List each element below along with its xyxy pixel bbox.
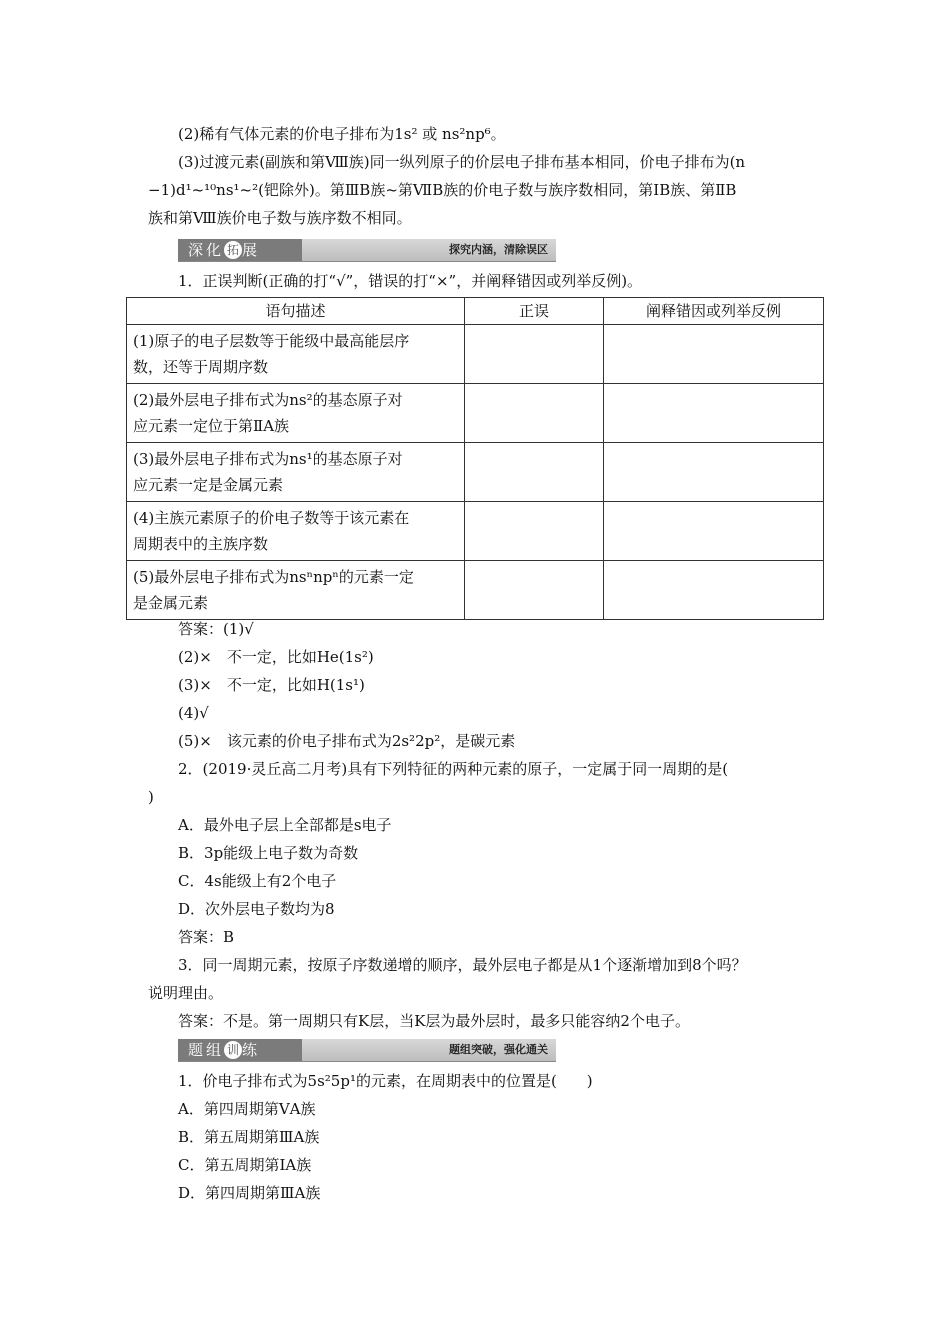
statement-line: 是金属元素 [133,594,209,612]
section-banner-deepen [178,239,556,262]
statement-cell [127,443,465,502]
header-statement: 语句描述 [127,298,465,325]
table-row [127,443,824,502]
q3-prompt-line1: 3．同一周期元素，按原子序数递增的顺序，最外层电子都是从1个逐渐增加到8个吗？ [178,956,747,974]
intro-p3-line1: (3)过渡元素(副族和第Ⅷ族)同一纵列原子的价层电子排布基本相同，价电子排布为(n [178,153,746,171]
judgement-table [126,297,824,620]
banner-heading-text: 题组 [188,1041,225,1059]
table-row [127,561,824,620]
verdict-cell [465,502,604,561]
q2-option-b: B．3p能级上电子数为奇数 [178,844,359,862]
banner-heading [178,1039,302,1061]
q2-option-d: D．次外层电子数均为8 [178,900,335,918]
banner-heading-text: 深化 [188,241,225,259]
statement-line: (2)最外层电子排布式为ns²的基态原子对 [133,391,403,409]
banner-heading [178,239,302,261]
banner-subtitle: 探究内涵，清除误区 [449,243,548,256]
q2-answer: 答案：B [178,928,235,946]
q1-answer-5: (5)× 该元素的价电子排布式为2s²2p²，是碳元素 [178,732,516,750]
statement-line: (4)主族元素原子的价电子数等于该元素在 [133,509,410,527]
explanation-cell [604,325,824,384]
statement-line: 应元素一定位于第ⅡA族 [133,417,290,435]
table-row [127,502,824,561]
q2-prompt-line2: ) [148,788,154,806]
t1-option-a: A．第四周期第ⅤA族 [178,1100,316,1118]
table-header-row [127,298,824,325]
q1-answer-2: (2)× 不一定，比如He(1s²) [178,648,374,666]
q2-option-c: C．4s能级上有2个电子 [178,872,337,890]
q1-answer-3: (3)× 不一定，比如H(1s¹) [178,676,365,694]
explanation-cell [604,443,824,502]
explanation-cell [604,502,824,561]
intro-p3-line3: 族和第Ⅷ族价电子数与族序数不相同。 [148,209,412,227]
banner-circle-badge: 拓 [224,241,242,259]
header-explanation: 阐释错因或列举反例 [604,298,824,325]
verdict-cell [465,384,604,443]
statement-cell [127,384,465,443]
q2-prompt-line1: 2．(2019·灵丘高二月考)具有下列特征的两种元素的原子，一定属于同一周期的是( [178,760,729,778]
statement-line: 应元素一定是金属元素 [133,476,284,494]
banner-heading-text-end: 展 [242,241,261,259]
intro-p3-line2: −1)d¹~¹⁰ns¹~²(钯除外)。第ⅢB族~第ⅦB族的价电子数与族序数相同，第ⅠB族、第ⅡB [148,181,737,199]
t1-prompt: 1．价电子排布式为5s²5p¹的元素，在周期表中的位置是( ) [178,1072,593,1090]
table-row [127,384,824,443]
statement-line: 周期表中的主族序数 [133,535,269,553]
q1-answer-1: 答案：(1)√ [178,620,254,638]
header-verdict: 正误 [465,298,604,325]
q1-prompt: 1．正误判断(正确的打“√”，错误的打“×”，并阐释错因或列举反例)。 [178,272,643,290]
statement-cell [127,561,465,620]
statement-line: (1)原子的电子层数等于能级中最高能层序 [133,332,410,350]
statement-cell [127,502,465,561]
banner-circle-badge: 训 [224,1041,242,1059]
statement-line: (5)最外层电子排布式为nsⁿnpⁿ的元素一定 [133,568,414,586]
verdict-cell [465,443,604,502]
verdict-cell [465,325,604,384]
t1-option-b: B．第五周期第ⅢA族 [178,1128,320,1146]
q3-answer: 答案：不是。第一周期只有K层，当K层为最外层时，最多只能容纳2个电子。 [178,1012,690,1030]
explanation-cell [604,384,824,443]
q1-answer-4: (4)√ [178,704,209,722]
banner-heading-text-end: 练 [242,1041,261,1059]
section-banner-practice [178,1039,556,1062]
statement-line: 数，还等于周期序数 [133,358,269,376]
explanation-cell [604,561,824,620]
intro-p2: (2)稀有气体元素的价电子排布为1s² 或 ns²np⁶。 [178,125,506,143]
q2-option-a: A．最外电子层上全部都是s电子 [178,816,392,834]
q3-prompt-line2: 说明理由。 [148,984,224,1002]
statement-cell [127,325,465,384]
verdict-cell [465,561,604,620]
banner-subtitle: 题组突破，强化通关 [449,1043,548,1056]
t1-option-d: D．第四周期第ⅢA族 [178,1184,321,1202]
table-row [127,325,824,384]
t1-option-c: C．第五周期第ⅠA族 [178,1156,312,1174]
statement-line: (3)最外层电子排布式为ns¹的基态原子对 [133,450,403,468]
